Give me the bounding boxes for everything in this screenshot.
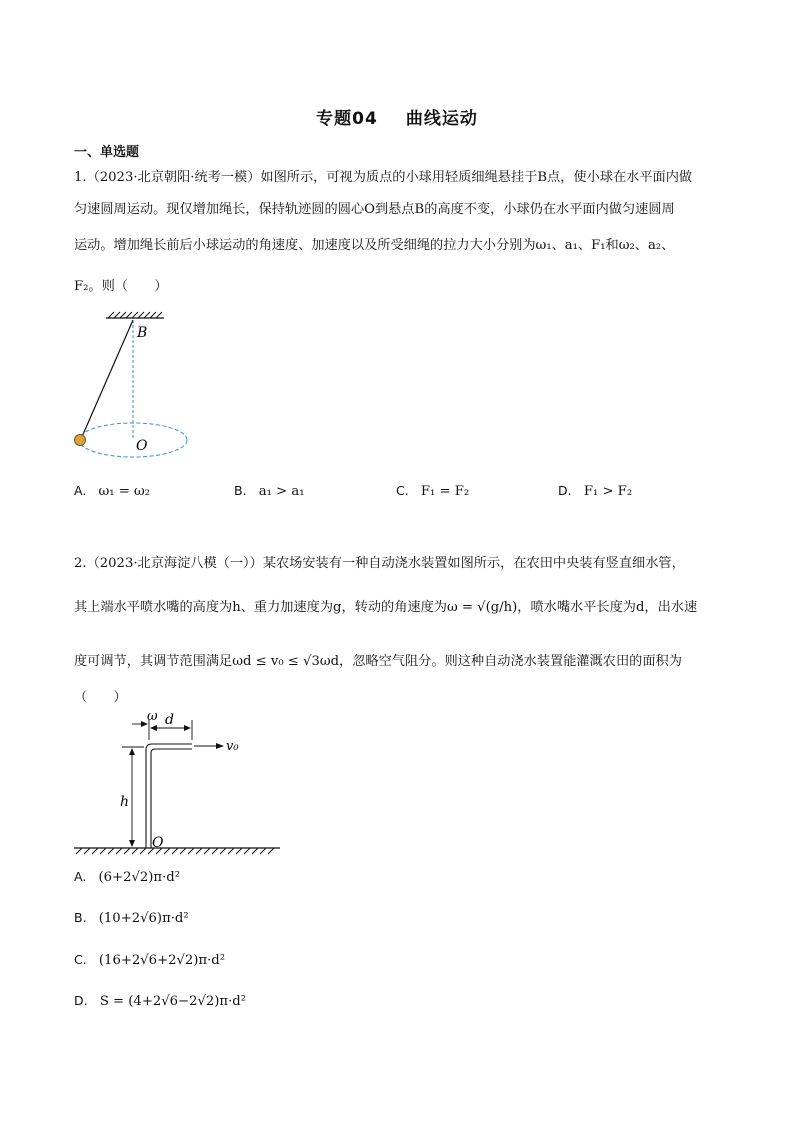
q1-option-b-text: a₁ > a₁ bbox=[258, 484, 305, 499]
q1-line-4: F₂。则（ ） bbox=[74, 279, 168, 294]
label-omega: ω bbox=[147, 709, 158, 724]
q1-option-d-text: F₁ > F₂ bbox=[583, 484, 633, 499]
q1-line-2: 匀速圆周运动。现仅增加绳长，保持轨迹圆的圆心O到悬点B的高度不变，小球仍在水平面内做匀速圆周 bbox=[74, 202, 675, 217]
q1-option-c[interactable]: C. F₁ = F₂ bbox=[396, 483, 470, 499]
ball bbox=[75, 435, 86, 446]
q1-option-c-text: F₁ = F₂ bbox=[420, 484, 470, 499]
title-topic: 专题04 bbox=[316, 109, 378, 129]
string-line bbox=[81, 320, 133, 439]
section-heading: 一、单选题 bbox=[74, 145, 140, 160]
q2-option-d-text: S = (4+2√6−2√2)π·d² bbox=[99, 994, 247, 1009]
label-O: O bbox=[136, 438, 148, 454]
ceiling-hatch bbox=[108, 312, 162, 318]
q1-pendulum-figure bbox=[70, 308, 200, 468]
q2-number: 2. bbox=[74, 556, 87, 571]
q2-line-1 bbox=[74, 552, 685, 571]
q2-source: （2023·北京海淀八模（一）） bbox=[86, 556, 263, 571]
q2-option-c[interactable]: C. (16+2√6+2√2)π·d² bbox=[74, 952, 226, 968]
q1-option-a[interactable]: A. ω₁ = ω₂ bbox=[74, 483, 151, 499]
label-h: h bbox=[120, 794, 130, 810]
page-title bbox=[0, 104, 794, 129]
label-v0: v₀ bbox=[226, 739, 239, 754]
q1-source: （2023·北京朝阳·统考一模） bbox=[86, 170, 261, 185]
q2-option-d[interactable]: D. S = (4+2√6−2√2)π·d² bbox=[74, 993, 247, 1009]
q1-option-a-text: ω₁ = ω₂ bbox=[98, 484, 151, 499]
q2-line-3: 度可调节，其调节范围满足ωd ≤ v₀ ≤ √3ωd，忽略空气阻分。则这种自动浇水装置能灌溉农田的面积为 bbox=[74, 654, 682, 669]
q2-line-4: （ ） bbox=[74, 690, 127, 705]
q1-option-d[interactable]: D. F₁ > F₂ bbox=[558, 483, 633, 499]
label-O: O bbox=[152, 835, 164, 851]
q2-option-a-text: (6+2√2)π·d² bbox=[98, 870, 181, 885]
q2-line-2: 其上端水平喷水嘴的高度为h、重力加速度为g，转动的角速度为ω = √(g/h)，喷水嘴水平长度为d，出水速 bbox=[74, 600, 698, 615]
q2-option-a[interactable]: A. (6+2√2)π·d² bbox=[74, 869, 181, 885]
ground-hatch bbox=[76, 848, 274, 854]
q2-sprinkler-figure bbox=[70, 708, 290, 858]
q2-option-c-text: (16+2√6+2√2)π·d² bbox=[98, 953, 226, 968]
q2-option-b-text: (10+2√6)π·d² bbox=[98, 911, 189, 926]
pipe-inner bbox=[151, 749, 192, 848]
q1-number: 1. bbox=[74, 170, 87, 185]
q2-option-b[interactable]: B. (10+2√6)π·d² bbox=[74, 910, 189, 926]
q2-text-1: 某农场安装有一种自动浇水装置如图所示，在农田中央装有竖直细水管， bbox=[262, 556, 685, 571]
pipe-outer bbox=[146, 744, 192, 848]
label-d: d bbox=[165, 712, 174, 728]
title-name: 曲线运动 bbox=[405, 109, 478, 129]
label-B: B bbox=[137, 325, 148, 341]
q1-line-3: 运动。增加绳长前后小球运动的角速度、加速度以及所受细绳的拉力大小分别为ω₁、a₁、F₁和ω₂、a₂、 bbox=[74, 238, 675, 253]
q1-line-1 bbox=[74, 166, 692, 185]
q1-option-b[interactable]: B. a₁ > a₁ bbox=[234, 483, 305, 499]
q1-text-1: 如图所示，可视为质点的小球用轻质细绳悬挂于B点，使小球在水平面内做 bbox=[260, 170, 693, 185]
